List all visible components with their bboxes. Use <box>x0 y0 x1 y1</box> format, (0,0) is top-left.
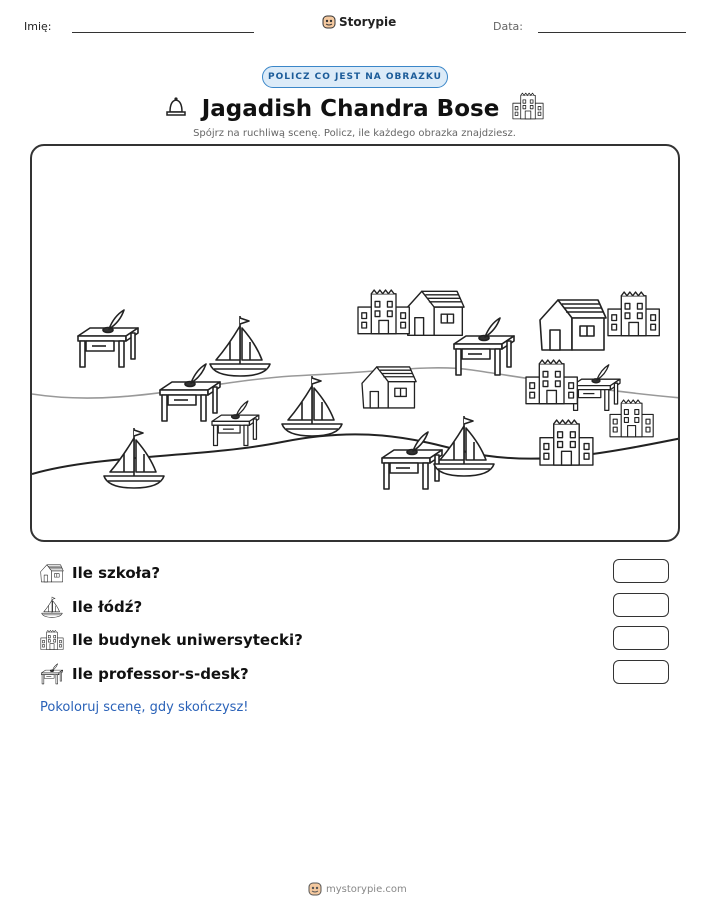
professor-desk <box>212 401 259 445</box>
university-building <box>608 292 659 336</box>
question-boat <box>40 596 142 618</box>
footer-url[interactable]: mystorypie.com <box>326 883 407 895</box>
question-professor-desk <box>40 663 249 685</box>
answer-box-professor-desk[interactable] <box>613 660 669 684</box>
university-building <box>526 360 577 404</box>
page-title <box>0 92 709 122</box>
answer-box-university-building[interactable] <box>613 626 669 650</box>
school <box>406 291 464 335</box>
answer-box-school[interactable] <box>613 559 669 583</box>
question-label: Ile budynek uniwersytecki? <box>72 631 303 649</box>
title-text: Jagadish Chandra Bose <box>201 96 500 122</box>
school <box>362 367 416 408</box>
university-building <box>610 400 653 437</box>
instructions: Spójrz na ruchliwą scenę. Policz, ile każdego obrazka znajdziesz. <box>193 128 516 139</box>
activity-badge: POLICZ CO JEST NA OBRAZKU <box>262 66 448 88</box>
brand-logo <box>322 14 396 30</box>
coloring-note: Pokoloruj scenę, gdy skończysz! <box>40 700 249 715</box>
professor-desk <box>572 365 620 411</box>
footer <box>308 881 407 897</box>
name-label: Imię: <box>24 20 52 33</box>
name-field[interactable] <box>72 32 254 33</box>
university-building-icon <box>40 629 64 651</box>
boat <box>282 376 342 436</box>
date-field[interactable] <box>538 32 686 33</box>
question-university-building <box>40 629 303 651</box>
university-building-icon <box>511 92 545 120</box>
university-building <box>540 420 593 465</box>
boat <box>104 428 164 488</box>
question-school <box>40 562 160 584</box>
date-label: Data: <box>493 20 523 33</box>
professor-desk <box>78 310 138 367</box>
answer-box-boat[interactable] <box>613 593 669 617</box>
brand-name: Storypie <box>339 15 397 29</box>
question-label: Ile łódź? <box>72 598 143 616</box>
school <box>540 300 606 350</box>
question-label: Ile szkoła? <box>72 564 161 582</box>
boat-icon <box>40 596 64 618</box>
professor-desk <box>160 364 220 421</box>
counting-scene[interactable] <box>30 144 680 542</box>
question-label: Ile professor-s-desk? <box>72 665 249 683</box>
storypie-mascot-icon <box>322 14 336 30</box>
professor-desk-icon <box>40 663 64 685</box>
boat <box>210 316 270 376</box>
storypie-mascot-icon <box>308 881 322 897</box>
bell-icon <box>164 96 188 118</box>
university-building <box>358 290 409 334</box>
school-icon <box>40 562 64 584</box>
